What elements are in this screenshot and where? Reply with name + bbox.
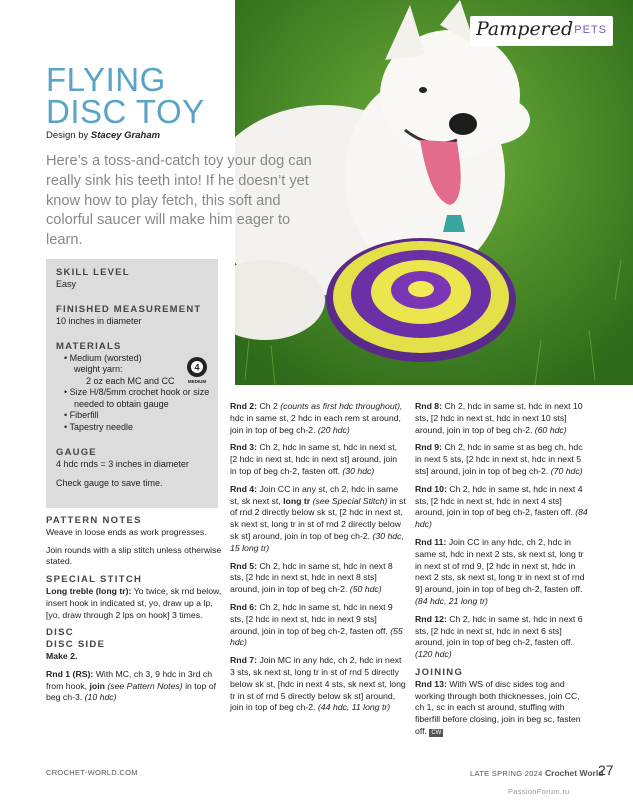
yarn-weight-label: MEDIUM (187, 379, 207, 384)
page-number: 27 (598, 762, 614, 778)
round-label: Rnd 6: (230, 601, 258, 612)
note-text: Weave in loose ends as work progresses. (46, 526, 207, 537)
round-count: (50 hdc) (349, 584, 382, 595)
byline-prefix: Design by (46, 130, 89, 141)
round-2 (230, 401, 406, 436)
round-13 (415, 679, 591, 738)
material-text: 2 oz each MC and CC (86, 375, 175, 386)
byline-name: Stacey Graham (90, 130, 161, 141)
round-text: Ch 2, hdc in same st, hdc in next 9 sts, [2 hdc in next st, hdc in next 9 sts] around, join in top of beg ch-2, fasten off. (230, 601, 393, 636)
middle-column (230, 401, 406, 720)
round-count: (60 hdc) (534, 424, 567, 435)
round-text: Join CC in any st, ch 2, hdc in same st, sk next st, (230, 483, 399, 506)
yarn-weight-number: 4 (194, 362, 200, 373)
round-count: (30 hdc, 15 long tr) (230, 530, 404, 553)
footer-issue (470, 768, 603, 778)
material-text: Tapestry needle (69, 421, 134, 432)
skill-value: Easy (56, 278, 77, 289)
round-label: Rnd 3: (230, 442, 258, 453)
disc-side-heading: DISC SIDE (46, 639, 106, 651)
round-count: (84 hdc, 21 long tr) (415, 595, 488, 606)
round-text: Ch 2, hdc in same st, hdc in next 4 sts, [2 hdc in next st, hdc in next 4 sts] around, join in top of beg ch-2, fasten off. (415, 483, 583, 518)
round-7 (230, 655, 406, 714)
pattern-notes-heading: PATTERN NOTES (46, 515, 142, 526)
measurement-value: 10 inches in diameter (56, 315, 142, 326)
round-text: Ch 2, hdc in same st, hdc in next 6 sts, [2 hdc in next st, hdc in next 6 sts] around, join in top of beg ch-2, fasten off. (415, 613, 583, 648)
special-stitch-desc: Yo twice, sk rnd below, insert hook in indicated st, yo, draw up a lp, [yo, draw through 2 lps on hook] 3 times. (46, 585, 222, 620)
special-stitch-heading: SPECIAL STITCH (46, 574, 143, 586)
round-text: Ch 2, hdc in same st, hdc in next st, [2 hdc in next st, hdc in next st] around, join in top of beg ch-2, fasten off. (230, 442, 398, 476)
badge-tag: PETS (574, 24, 607, 36)
yarn-weight-icon (183, 355, 211, 385)
round-label: Rnd 12: (415, 613, 447, 624)
round-text: Join MC in any hdc, ch 2, hdc in next 3 sts, sk next st, long tr in st of rnd 5 directly below sk st, [hdc in next 4 sts, sk next st, long tr in st of rnd 5 directly below sk st] around, join in top of beg ch-2. (230, 655, 406, 713)
material-item: • Fiberfill (64, 410, 99, 420)
materials-heading: MATERIALS (56, 341, 122, 352)
round-label: Rnd 5: (230, 560, 258, 571)
material-text: Fiberfill (69, 410, 99, 420)
round-text: Join CC in any hdc, ch 2, hdc in same st, hdc in next 2 sts, sk next st, long tr in next st of rnd 9, [2 hdc in next st, hdc in next 2 sts, sk next st, long tr in next st of rnd 9] around, join in top of beg ch-2, fasten off. (415, 536, 585, 595)
material-item: • Size H/8/5mm crochet hook or size (64, 387, 210, 397)
joining-heading: JOINING (415, 666, 464, 678)
round-12 (415, 614, 591, 661)
material-text: Medium (worsted) (69, 352, 142, 363)
gauge-heading: GAUGE (56, 447, 97, 458)
gauge-value: 4 hdc rnds = 3 inches in diameter (56, 458, 189, 469)
disc-heading: DISC (46, 627, 74, 639)
round-count: (44 hdc, 11 long tr) (317, 702, 391, 713)
end-mark-icon: CW (431, 729, 442, 736)
round-count: (55 hdc) (230, 625, 403, 648)
footer-magazine: Crochet World (545, 768, 604, 778)
round-text: Ch 2, hdc in same st as beg ch, hdc in next 5 sts, [2 hdc in next st, hdc in next 5 sts] around, join in top of beg ch-2. (415, 442, 583, 476)
title-line-2: DISC TOY (46, 93, 205, 130)
round-text: With WS of disc sides tog and working through both thicknesses, join CC, ch 1, sc in each st around, stuffing with fiberfill before closing, join in beg sc, fasten off. (415, 678, 581, 736)
footer-site: CROCHET-WORLD.COM (46, 768, 138, 777)
round-label: Rnd 8: (415, 401, 443, 411)
round-count: (10 hdc) (84, 692, 117, 703)
footer-issue-text: LATE SPRING 2024 (470, 769, 543, 778)
round-8 (415, 401, 591, 436)
round-note: (see Special Stitch) (312, 495, 388, 506)
round-label: Rnd 7: (230, 655, 258, 666)
skill-block (56, 267, 214, 290)
badge-script-text: Pampered (476, 18, 574, 40)
round-11 (415, 537, 591, 608)
page-title (46, 61, 205, 130)
round-text: Ch 2, hdc in same st, hdc in next 8 sts, [2 hdc in next st, hdc in next 8 sts] around, join in top of beg ch-2. (230, 560, 393, 595)
round-label: Rnd 10: (415, 483, 447, 494)
round-6 (230, 602, 406, 649)
gauge-check: Check gauge to save time. (56, 478, 163, 488)
round-count: (30 hdc) (342, 465, 375, 476)
material-text: needed to obtain gauge (74, 398, 169, 409)
special-stitch-text (46, 586, 222, 621)
round-9 (415, 442, 591, 477)
round-4 (230, 484, 406, 555)
materials-sidebar (46, 259, 218, 508)
special-stitch-name: Long treble (long tr): (46, 585, 132, 596)
round-count: (20 hdc) (317, 424, 350, 435)
round-text: With MC, ch 3, 9 hdc in 3rd ch from hook, (46, 668, 213, 691)
note-text: Join rounds with a slip stitch unless otherwise stated. (46, 544, 222, 567)
material-item: • Tapestry needle (64, 421, 134, 432)
title-line-1: FLYING (46, 61, 166, 98)
measurement-heading: FINISHED MEASUREMENT (56, 304, 202, 315)
round-10 (415, 484, 591, 531)
byline (46, 130, 160, 141)
right-column (415, 401, 591, 744)
make-count: Make 2. (46, 650, 78, 661)
section-badge (470, 16, 613, 46)
round-label: Rnd 9: (415, 442, 443, 453)
material-text: Size H/8/5mm crochet hook or size (69, 387, 210, 397)
round-1 (46, 669, 222, 704)
round-text: in top of beg ch-3. (46, 680, 217, 703)
round-text: in st of rnd 2 directly below sk st, [2 hdc in next st, sk next st, long tr in st of rnd 2 directly below sk st] around, join in top of beg ch-2. (230, 495, 406, 541)
watermark: PassionForum.ru (508, 787, 570, 796)
material-text: weight yarn: (74, 364, 123, 374)
round-label: Rnd 13: (415, 678, 447, 689)
round-label: Rnd 2: (230, 401, 258, 411)
round-count: (70 hdc) (550, 465, 583, 476)
measurement-block (56, 304, 214, 327)
round-text: Ch 2 (259, 401, 278, 411)
round-5 (230, 561, 406, 596)
round-count: (84 hdc) (415, 507, 588, 530)
intro-paragraph: Here’s a toss-and-catch toy your dog can really sink his teeth into! If he doesn’t yet know how to play fetch, this soft and colorful saucer will make him eager to learn. (46, 153, 312, 249)
round-3 (230, 442, 406, 477)
round-term: long tr (283, 495, 311, 506)
skill-heading: SKILL LEVEL (56, 267, 130, 278)
round-note: (see Pattern Notes) (107, 680, 183, 691)
material-item: • Medium (worsted) (64, 352, 142, 363)
left-column (46, 515, 222, 710)
round-label: Rnd 11: (415, 536, 447, 547)
round-count: (120 hdc) (415, 649, 452, 660)
round-label: Rnd 1 (RS): (46, 668, 94, 679)
round-term: join (89, 680, 105, 691)
round-label: Rnd 4: (230, 483, 258, 494)
round-note: (counts as first hdc throughout), (280, 401, 403, 411)
gauge-block (56, 447, 214, 490)
round-text: Ch 2, hdc in same st, hdc in next 10 sts, [2 hdc in next st, hdc in next 10 sts] around, join in top of beg ch-2. (415, 401, 583, 435)
round-text: hdc in same st, 2 hdc in each rem st around, join in top of beg ch-2. (230, 412, 401, 435)
